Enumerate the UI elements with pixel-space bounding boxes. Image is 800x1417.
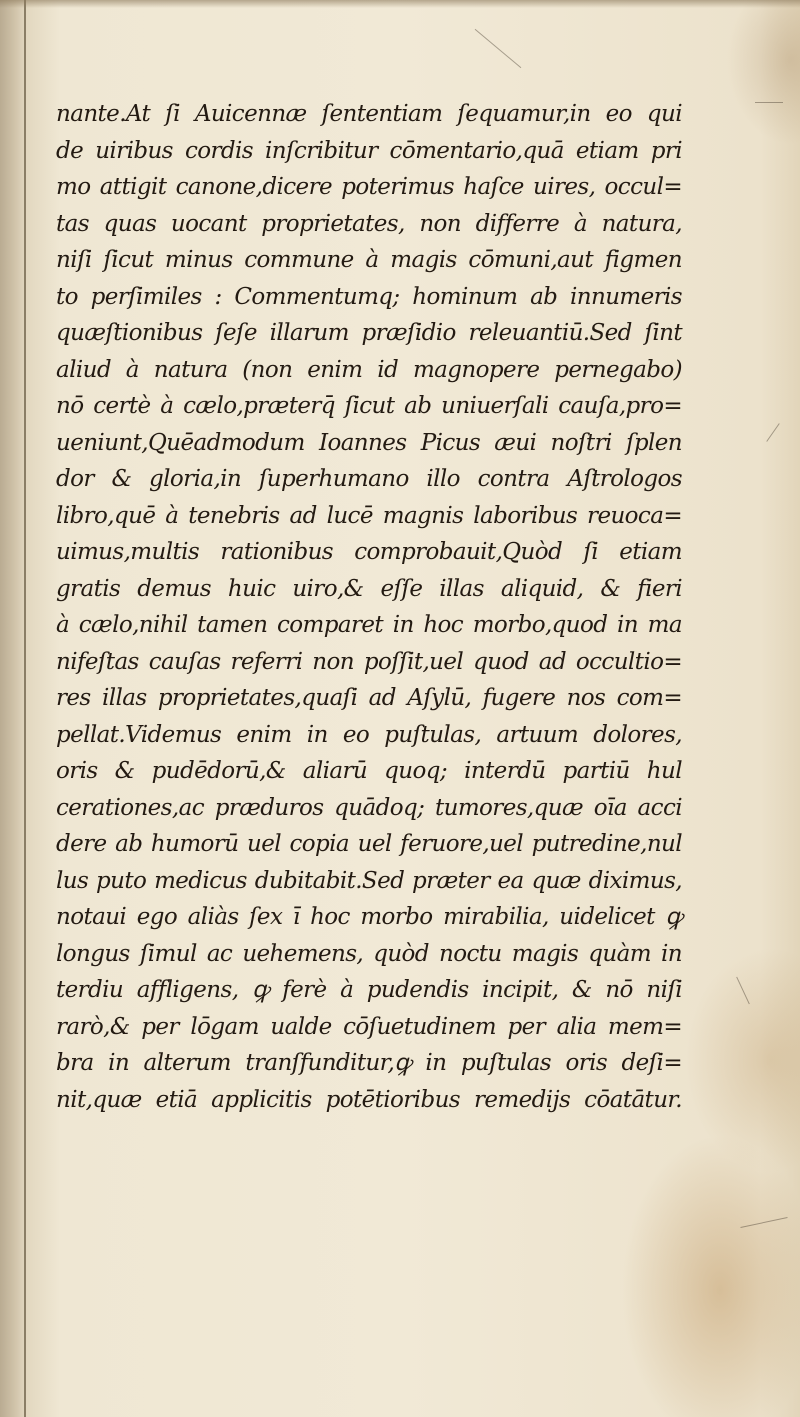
stray-stroke-right (755, 102, 783, 103)
stray-stroke-mid (766, 423, 779, 442)
text-line: lus puto medicus dubitabit.Sed præter ea quæ diximus, (56, 867, 682, 894)
text-line: nifeſtas cauſas referri non poſſit,uel quod ad occultio= (56, 648, 682, 675)
text-line: niſi ſicut minus commune à magis cōmuni,aut figmen (56, 247, 682, 273)
text-line: de uiribus cordis inſcribitur cōmentario,quā etiam pri (56, 137, 682, 164)
text-line: longus ſimul ac uehemens, quòd noctu magis quàm in (56, 940, 682, 967)
text-line: to perſimiles : Commentumq; hominum ab innumeris (56, 283, 682, 310)
text-line: quæſtionibus ſeſe illarum præſidio releuantiū.Sed ſint (56, 320, 682, 346)
text-line: bra in alterum tranſfunditur,ꝙ in puſtulas oris deſi= (56, 1050, 682, 1076)
text-line: nō certè à cælo,præterq̄ ſicut ab uniuerſali cauſa,pro= (56, 393, 682, 419)
text-line: gratis demus huic uiro,& eſſe illas aliquid, & fieri (56, 575, 682, 602)
text-line: mo attigit canone,dicere poterimus haſce uires, occul= (56, 174, 682, 200)
text-line: à cælo,nihil tamen comparet in hoc morbo,quod in ma (56, 612, 682, 638)
stray-stroke-top (475, 29, 522, 68)
text-line: res illas proprietates,quaſi ad Aſylū, fugere nos com= (56, 685, 682, 711)
text-line: aliud à natura (non enim id magnopere pernegabo) (56, 356, 682, 383)
text-line: dere ab humorū uel copia uel feruore,uel putredine,nul (56, 831, 682, 857)
body-text (56, 96, 682, 1118)
text-line: ueniunt,Quēadmodum Ioannes Picus æui noſtri ſplen (56, 429, 682, 456)
text-line: libro,quē à tenebris ad lucē magnis laboribus reuoca= (56, 502, 682, 529)
page-gutter (0, 0, 26, 1417)
text-line: notaui ego aliàs ſex ī hoc morbo mirabilia, uidelicet ꝙ (56, 904, 682, 930)
text-line: cerationes,ac præduros quādoq; tumores,quæ oīa acci (56, 794, 682, 821)
text-line: pellat.Videmus enim in eo puſtulas, artuum dolores, (56, 721, 682, 748)
top-edge-shadow (0, 0, 800, 8)
text-line: nante.At ſi Auicennæ ſententiam ſequamur,in eo qui (56, 101, 682, 127)
text-line: uimus,multis rationibus comprobauit,Quòd ſi etiam (56, 539, 682, 565)
text-line: tas quas uocant proprietates, non differre à natura, (56, 210, 682, 237)
text-line: nit,quæ etiā applicitis potētioribus remedijs cōatātur. (56, 1086, 682, 1113)
gutter-fold-line (24, 0, 26, 1417)
stray-stroke-bottom (740, 1217, 787, 1228)
text-line: oris & pudēdorū,& aliarū quoq; interdū partiū hul (56, 758, 682, 784)
text-line: rarò,& per lōgam ualde cōſuetudinem per alia mem= (56, 1013, 682, 1040)
stray-stroke-low (736, 977, 750, 1005)
text-line: dor & gloria,in ſuperhumano illo contra Aſtrologos (56, 466, 682, 492)
text-line: terdiu affligens, ꝙ ferè à pudendis incipit, & nō niſi (56, 977, 682, 1003)
